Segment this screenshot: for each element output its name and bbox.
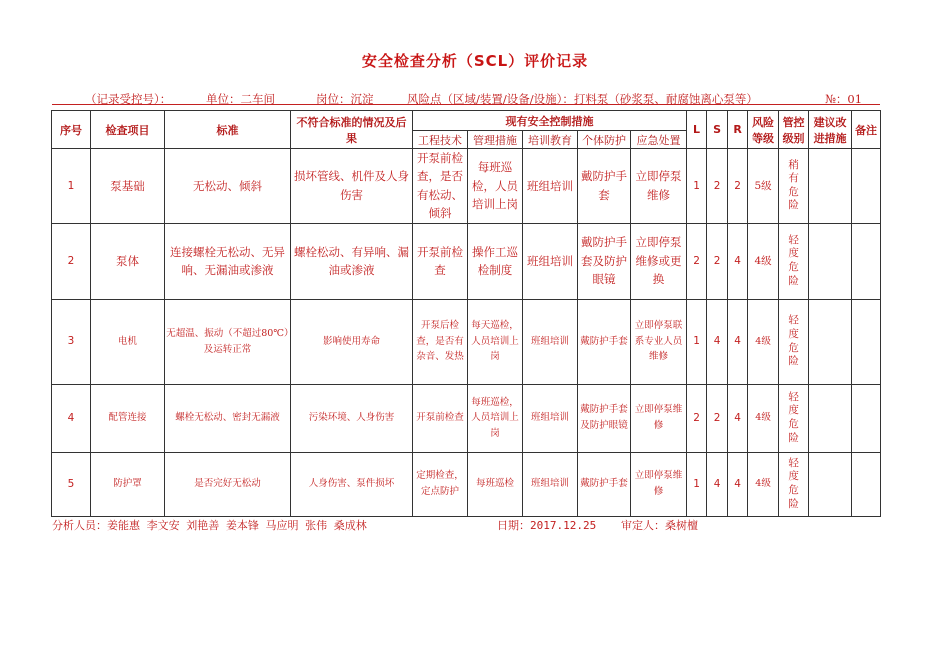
cell-r: 4 [728, 223, 748, 299]
cell-control-level: 轻度危险 [788, 456, 799, 510]
header-standard: 标准 [165, 111, 291, 149]
table-row [52, 149, 881, 224]
cell-no: 5 [52, 452, 91, 516]
cell-standard: 是否完好无松动 [165, 452, 291, 516]
date: 日期：2017.12.25 [497, 519, 597, 532]
cell-remark [852, 452, 881, 516]
cell-control-level: 轻度危险 [788, 314, 799, 368]
header-risk-level: 风险等级 [748, 111, 779, 149]
cell-item: 泵体 [91, 223, 165, 299]
cell-s: 2 [707, 223, 728, 299]
header-r: R [728, 111, 748, 149]
cell-risk-level: 4级 [748, 223, 779, 299]
header-control-level: 管控级别 [779, 111, 809, 149]
cell-control-level: 稍有危险 [788, 158, 799, 212]
cell-s: 4 [707, 299, 728, 384]
unit-label: 单位：二车间 [206, 92, 275, 106]
cell-train: 班组培训 [523, 299, 578, 384]
cell-item: 电机 [91, 299, 165, 384]
cell-no: 4 [52, 384, 91, 452]
cell-ppe: 戴防护手套 [578, 452, 631, 516]
table-row [52, 384, 881, 452]
cell-standard: 无超温、振动（不超过80℃）及运转正常 [165, 299, 291, 384]
table-row [52, 299, 881, 384]
cell-s: 2 [707, 149, 728, 224]
cell-mgmt: 每班巡检，人员培训上岗 [468, 149, 523, 224]
cell-l: 2 [687, 223, 707, 299]
cell-r: 4 [728, 384, 748, 452]
cell-risk-level: 4级 [748, 452, 779, 516]
cell-nonconform: 影响使用寿命 [291, 299, 413, 384]
cell-eng: 开泵后检查，是否有杂音、发热 [413, 299, 468, 384]
page-title: 安全检查分析（SCL）评价记录 [361, 52, 589, 70]
header-s: S [707, 111, 728, 149]
cell-mgmt: 每班巡检，人员培训上岗 [468, 384, 523, 452]
cell-r: 4 [728, 299, 748, 384]
cell-train: 班组培训 [523, 149, 578, 224]
header-item: 检查项目 [91, 111, 165, 149]
cell-no: 1 [52, 149, 91, 224]
scl-table [51, 110, 881, 517]
header-mgmt: 管理措施 [468, 131, 523, 149]
cell-l: 1 [687, 452, 707, 516]
cell-no: 3 [52, 299, 91, 384]
cell-eng: 定期检查，定点防护 [413, 452, 468, 516]
cell-no: 2 [52, 223, 91, 299]
analysts: 分析人员：姜能惠 李文安 刘艳善 姜本锋 马应明 张伟 桑成林 [52, 519, 367, 532]
record-number-label: （记录受控号）： [85, 92, 172, 106]
cell-risk-level: 5级 [748, 149, 779, 224]
cell-remark [852, 149, 881, 224]
cell-r: 4 [728, 452, 748, 516]
cell-suggest [809, 149, 852, 224]
meta-underline [52, 104, 880, 105]
cell-ppe: 戴防护手套 [578, 299, 631, 384]
table-row [52, 452, 881, 516]
cell-ppe: 戴防护手套及防护眼镜 [578, 384, 631, 452]
cell-train: 班组培训 [523, 223, 578, 299]
cell-control-level: 轻度危险 [788, 233, 799, 287]
cell-l: 2 [687, 384, 707, 452]
cell-emergency: 立即停泵维修 [631, 384, 687, 452]
cell-mgmt: 每班巡检 [468, 452, 523, 516]
cell-s: 4 [707, 452, 728, 516]
cell-eng: 开泵前检查 [413, 223, 468, 299]
header-nonconform: 不符合标准的情况及后果 [291, 111, 413, 149]
cell-risk-level: 4级 [748, 299, 779, 384]
header-l: L [687, 111, 707, 149]
cell-emergency: 立即停泵维修或更换 [631, 223, 687, 299]
header-ppe: 个体防护 [578, 131, 631, 149]
cell-emergency: 立即停泵联系专业人员维修 [631, 299, 687, 384]
cell-train: 班组培训 [523, 452, 578, 516]
cell-suggest [809, 384, 852, 452]
cell-risk-level: 4级 [748, 384, 779, 452]
cell-remark [852, 299, 881, 384]
cell-control-level: 轻度危险 [788, 390, 799, 444]
header-remark: 备注 [852, 111, 881, 149]
cell-item: 配管连接 [91, 384, 165, 452]
post-label: 岗位：沉淀 [316, 92, 374, 106]
header-measures: 现有安全控制措施 [413, 111, 687, 131]
cell-ppe: 戴防护手套 [578, 149, 631, 224]
cell-nonconform: 污染环境、人身伤害 [291, 384, 413, 452]
cell-nonconform: 人身伤害、泵件损坏 [291, 452, 413, 516]
cell-standard: 连接螺栓无松动、无异响、无漏油或渗液 [165, 223, 291, 299]
header-eng: 工程技术 [413, 131, 468, 149]
cell-mgmt: 每天巡检，人员培训上岗 [468, 299, 523, 384]
cell-suggest [809, 223, 852, 299]
cell-remark [852, 384, 881, 452]
header-train: 培训教育 [523, 131, 578, 149]
cell-eng: 开泵前检查，是否有松动、倾斜 [413, 149, 468, 224]
cell-item: 泵基础 [91, 149, 165, 224]
header-emergency: 应急处置 [631, 131, 687, 149]
table-row [52, 223, 881, 299]
cell-standard: 螺栓无松动、密封无漏液 [165, 384, 291, 452]
sheet-number: №：01 [825, 92, 863, 106]
cell-train: 班组培训 [523, 384, 578, 452]
cell-suggest [809, 299, 852, 384]
cell-standard: 无松动、倾斜 [165, 149, 291, 224]
cell-l: 1 [687, 299, 707, 384]
reviewer: 审定人：桑树檀 [621, 519, 698, 532]
cell-item: 防护罩 [91, 452, 165, 516]
risk-point-label: 风险点（区域/装置/设备/设施）：打料泵（砂浆泵、耐腐蚀离心泵等） [407, 92, 758, 106]
cell-eng: 开泵前检查 [413, 384, 468, 452]
cell-ppe: 戴防护手套及防护眼镜 [578, 223, 631, 299]
cell-emergency: 立即停泵维修 [631, 149, 687, 224]
header-suggest: 建议改进措施 [809, 111, 852, 149]
cell-mgmt: 操作工巡检制度 [468, 223, 523, 299]
cell-r: 2 [728, 149, 748, 224]
cell-remark [852, 223, 881, 299]
cell-s: 2 [707, 384, 728, 452]
cell-suggest [809, 452, 852, 516]
cell-nonconform: 损坏管线、机件及人身伤害 [291, 149, 413, 224]
header-no: 序号 [52, 111, 91, 149]
cell-l: 1 [687, 149, 707, 224]
cell-nonconform: 螺栓松动、有异响、漏油或渗液 [291, 223, 413, 299]
cell-emergency: 立即停泵维修 [631, 452, 687, 516]
